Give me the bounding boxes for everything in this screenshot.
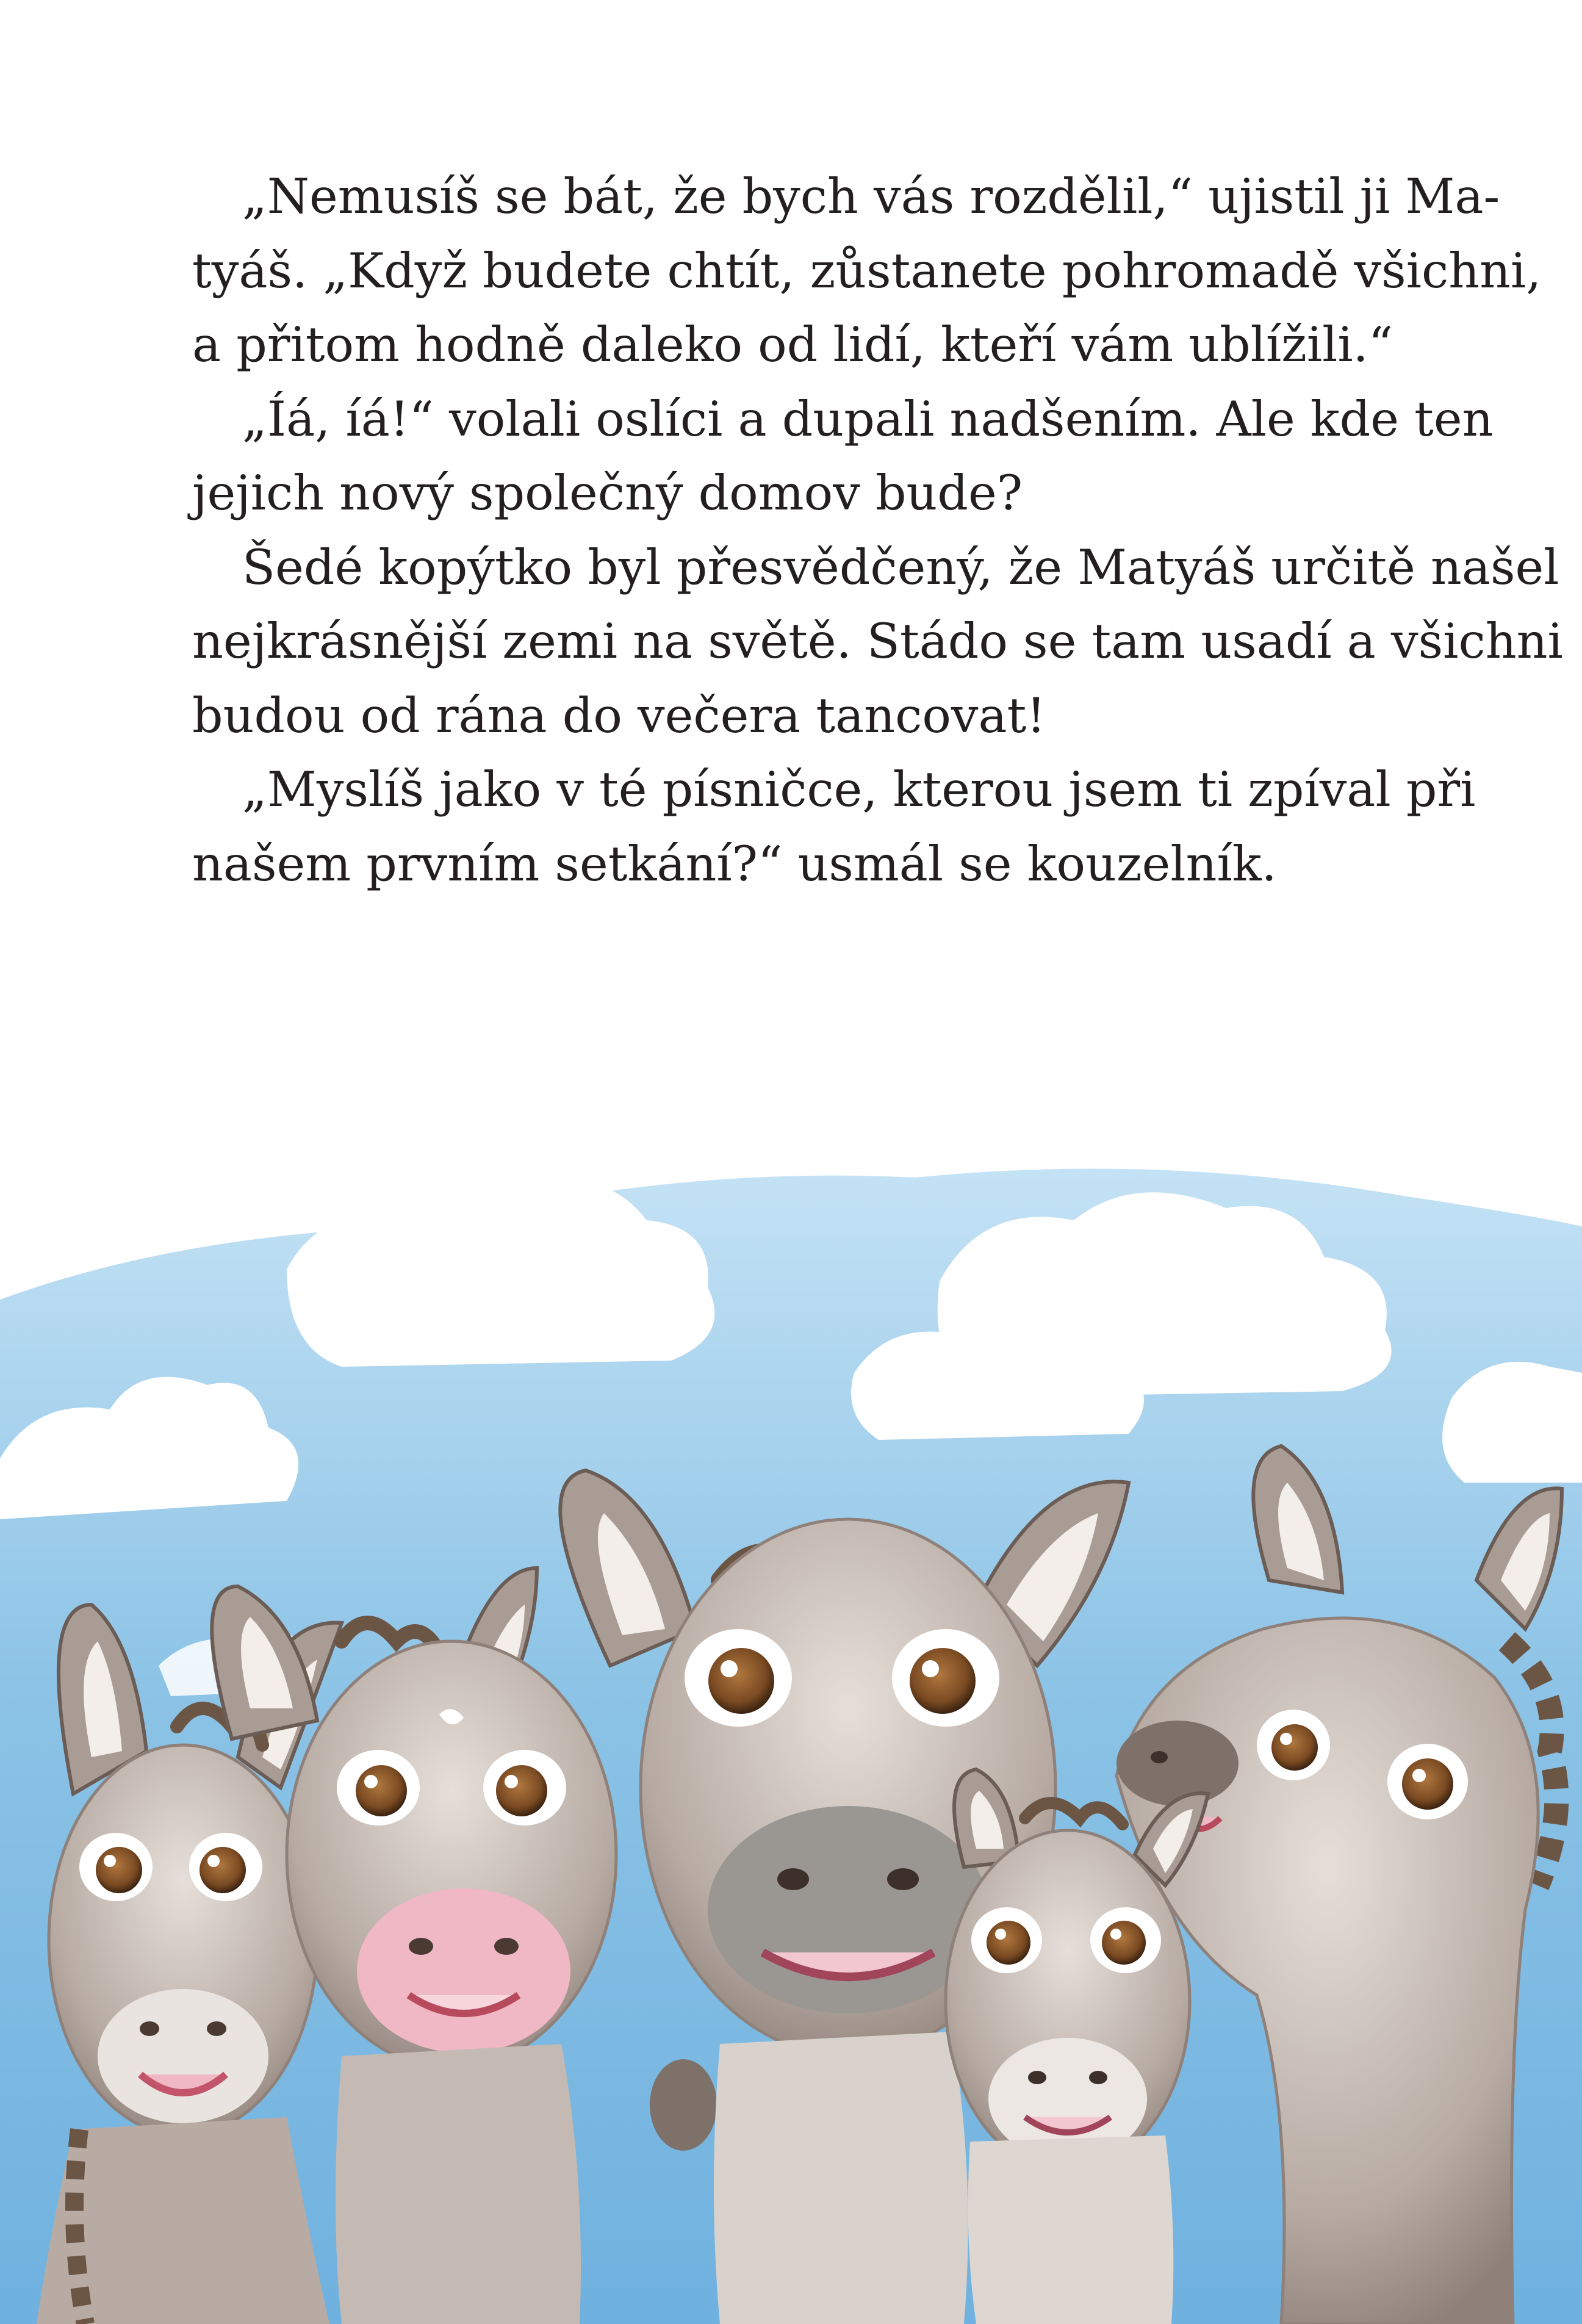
text-line: Šedé kopýtko byl přesvědčený, že Matyáš určitě našel bbox=[242, 539, 1559, 595]
text-line: „Myslíš jako v té písničce, kterou jsem ti zpíval při bbox=[242, 761, 1476, 818]
paragraph bbox=[192, 383, 1494, 531]
text-line: „Íá, íá!“ volali oslíci a dupali nadšením. Ale kde ten bbox=[242, 390, 1494, 447]
text-line: budou od rána do večera tancovat! bbox=[192, 687, 1046, 744]
story-text bbox=[192, 160, 1563, 901]
text-line: „Nemusíš se bát, že bych vás rozdělil,“ ujistil ji Ma- bbox=[242, 168, 1500, 225]
text-line: a přitom hodně daleko od lidí, kteří vám ublížili.“ bbox=[192, 317, 1393, 373]
paragraph bbox=[192, 531, 1563, 754]
donkeys-illustration bbox=[0, 1141, 1582, 2324]
text-line: nejkrásnější zemi na světě. Stádo se tam usadí a všichni bbox=[192, 613, 1563, 669]
text-line: našem prvním setkání?“ usmál se kouzelník. bbox=[192, 835, 1277, 892]
text-line: jejich nový společný domov bude? bbox=[192, 465, 1023, 521]
text-line: tyáš. „Když budete chtít, zůstanete pohromadě všichni, bbox=[192, 242, 1542, 299]
donkey-foal bbox=[946, 1769, 1208, 2324]
paragraph bbox=[192, 753, 1476, 901]
paragraph bbox=[192, 160, 1542, 383]
